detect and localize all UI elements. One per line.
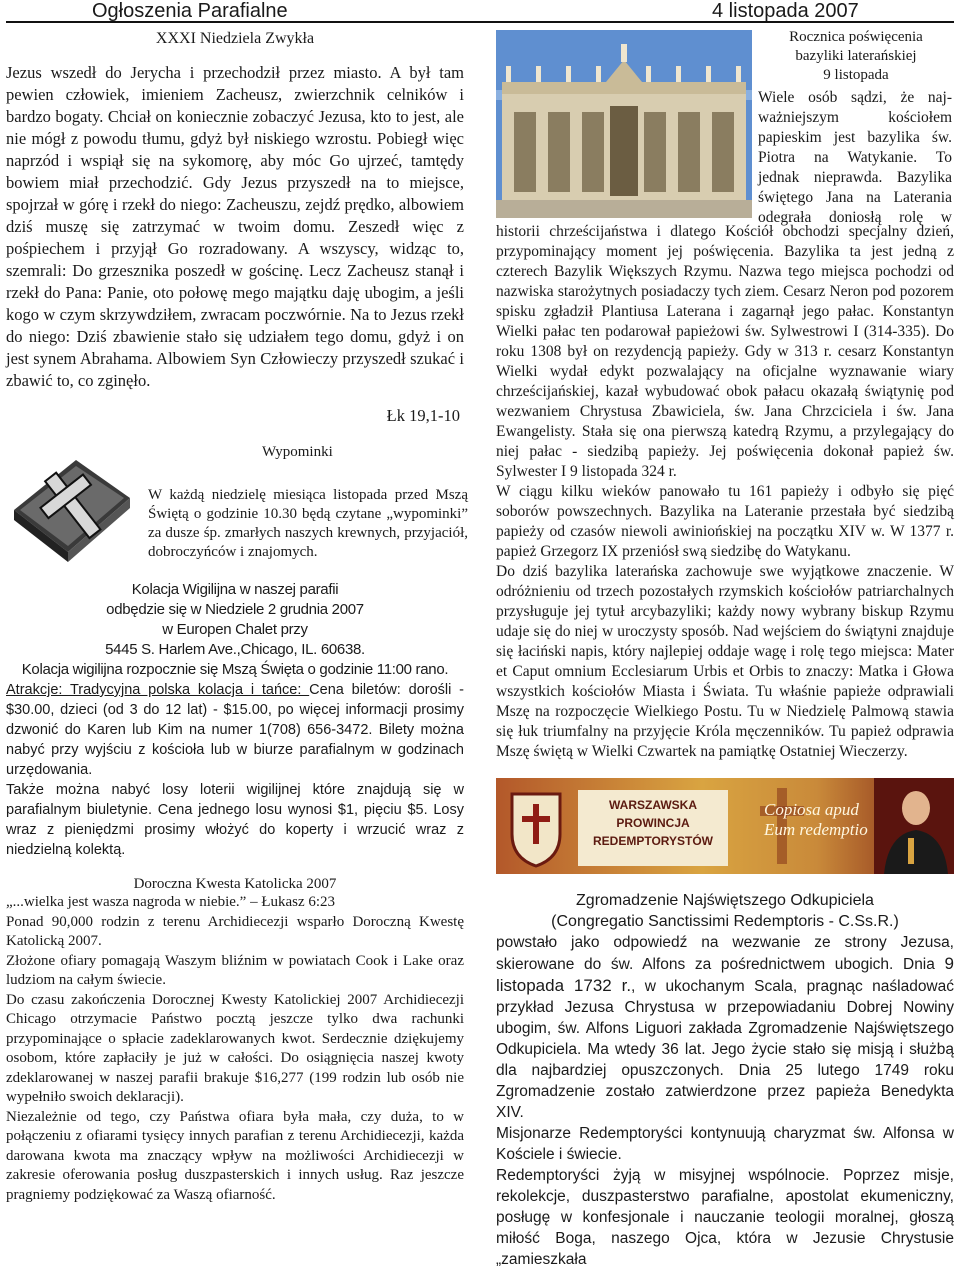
banner-text-box — [578, 790, 728, 866]
gospel-reference: Łk 19,1-10 — [386, 406, 460, 425]
rocznica-paragraph: W ciągu kilku wieków panowało tu 161 papieży i odbyło się pięć soborów powszechnych. Bazylika na Lateranie przestała być siedzibą papieży od czasów niewoli awiniońskiej na początku XIV w. W 1377 r. papież Grzegorz IX przeniósł swą siedzibę do Watykanu. — [496, 483, 954, 560]
side-line: jednak nieprawda. Bazylika — [758, 169, 952, 186]
redemptorist-banner — [496, 778, 954, 874]
bulletin-title: Ogłoszenia Parafialne — [92, 0, 288, 22]
redemptorists-paragraph: Redemptoryści żyją w misyjnej wspólnocie. Poprzez misje, rekolekcje, duszpasterstwo parafialne, apostolat ekumeniczny, posługę w konfesjonale i nauczanie teologii moralnej, głoszą miłość Boga, naszego Ojca, która w Jezusie Chrystusie „zamieszkała — [496, 1167, 954, 1268]
kolacja-line: Kolacja wigilijna rozpocznie się Mszą Święta o godzinie 11:00 rano. — [21, 661, 449, 678]
motto-line: Eum redemptio — [764, 820, 868, 839]
basilica-photo — [496, 30, 752, 218]
kwesta-paragraph: Złożone ofiary pomagają Waszym bliźnim w powiatach Cook i Lake oraz ludziom na całym świecie. — [6, 952, 464, 988]
text-span: , w ukochanym Scala, pragnąc naśladować przykład Jezusa Chrystusa w przepowiadaniu Dobrej Nowiny ubogim, św. Alfons Liguori zakłada Zgromadzenie Najświętszego Odkupiciela. Ma wtedy 36 lat. Jego życie stało się misją i służbą dla najbardziej opuszczonych. Dnia 25 lutego 1749 roku Zgromadzenie zostało zatwierdzone przez papieża Benedykta XIV. — [496, 978, 954, 1121]
side-line: Piotra na Watykanie. To — [758, 149, 952, 166]
kwesta-paragraph: Ponad 90,000 rodzin z terenu Archidiecezji wsparło Doroczną Kwestę Katolicką 2007. — [6, 913, 464, 949]
rocznica-title-line: bazyliki laterańskiej — [795, 48, 917, 64]
rocznica-title — [758, 28, 954, 85]
banner-line: REDEMPTORYSTÓW — [592, 834, 713, 848]
text-span: powstało jako odpowiedź na wezwanie ze strony Jezusa, skierowane do św. Alfons za pośrednictwem ubogich. Dnia — [496, 934, 954, 973]
rocznica-paragraph: Do dziś bazylika laterańska zachowuje swe wyjątkowe znaczenie. W odróżnieniu od trzech pozostałych rzymskich kościołów patriarchalnych przysługuje jej tytuł arcybazyliki; każdy nowy wybrany biskup Rzymu udaje się do niej w uroczysty sposób. Nad wejściem do świątyni znajduje się łaciński napis, który najlepiej oddaje wagę i rolę tego miejsca: Mater et Caput omnium Ecclesiarum Urbis et Orbis to znaczy: Matka i Głowa wszystkich kościołów Miasta i Świata. Tu właśnie papieże odprawiali Mszę na rozpoczęcie Wielkiego Postu. Tu w Niedzielę Palmową stawia się łuk triumfalny na przyjęcie Króla męczenników. Tu papież odprawia Mszę świętą w Wielki Czwartek na pamiątkę Ostatniej Wieczerzy. — [496, 563, 954, 760]
kolacja-lottery: Także można nabyć losy loterii wigilijnej które znajdują się w parafialnym biuletynie. Cena jednego losu wynosi $1, pięciu $5. Losy wraz z pieniędzmi prosimy włożyć do koperty i wrzucić wraz z niedzielną kolektą. — [6, 782, 464, 858]
bible-cross-icon — [6, 440, 136, 570]
rocznica-title-line: Rocznica poświęcenia — [789, 29, 923, 45]
redemptorists-title-line: Zgromadzenie Najświętszego Odkupiciela — [576, 892, 874, 909]
side-line: ważniejszym kościołem — [758, 109, 952, 126]
kolacja-line: w Europen Chalet przy — [162, 621, 308, 638]
kolacja-attractions — [6, 680, 464, 780]
right-column — [496, 28, 954, 1270]
kwesta-quote: „...wielka jest wasza nagroda w niebie.” – Łukasz 6:23 — [6, 894, 336, 910]
attractions-label: Atrakcje: Tradycyjna polska kolacja i tańce: — [6, 682, 310, 698]
banner-line: WARSZAWSKA — [609, 798, 697, 812]
kolacja-heading — [6, 580, 464, 680]
banner-motto — [764, 800, 868, 840]
bulletin-date: 4 listopada 2007 — [712, 0, 859, 22]
gospel-text: Jezus wszedł do Jerycha i przechodził przez miasto. A był tam pewien człowiek, imieniem Zacheusz, zwierzchnik celników i bardzo bogaty. Chciał on koniecznie zobaczyć Jezusa, kto to jest, ale nie mógł z powodu tłumu, gdyż był niskiego wzrostu. Pobiegł więc naprzód i wspiął się na sykomorę, aby móc Go ujrzeć, tamtędy bowiem miał przechodzić. Gdy Jezus przyszedł na to miejsce, spojrzał w górę i rzekł do niego: Zacheuszu, zejdź prędko, albowiem dziś muszę się zatrzymać w twoim domu. Zeszedł więc z pośpiechem i przyjął Go rozradowany. A wszyscy, widząc to, szemrali: Do grzesznika poszedł w gościnę. Lecz Zacheusz stanął i rzekł do Pana: Panie, oto połowę mego majątku daję ubogim, a jeśli kogo w czym skrzywdziłem, zwracam poczwórnie. Na to Jezus rzekł do niego: Dziś zbawienie stało się udziałem tego domu, gdyż i on jest synem Abrahama. Albowiem Syn Człowieczy przyszedł szukać i zbawić to, co zginęło. — [6, 63, 464, 390]
side-line: Wiele osób sądzi, że naj- — [758, 89, 952, 106]
attractions-text: Cena biletów: dorośli - $30.00, dzieci (od 3 do 12 lat) - $15.00, po więcej informacji prosimy dzwonić do Karen lub Kim na numer 1(708) 656-3472. Bilety można nabyć przy wyjściu z kościoła lub w biurze parafialnym w godzinach urzędowania. — [6, 682, 464, 778]
redemptorists-title — [496, 890, 954, 932]
banner-line: PROWINCJA — [616, 816, 690, 830]
kolacja-line: 5445 S. Harlem Ave.,Chicago, IL. 60638. — [105, 641, 365, 658]
kolacja-line: Kolacja Wigilijna w naszej parafii — [131, 581, 339, 598]
kwesta-paragraph: Do czasu zakończenia Dorocznej Kwesty Katolickiej 2007 Archidiecezji Chicago otrzymacie Państwo pocztą jeszcze tylko dwa rachunki przypominające o spłacie zadeklarowanych kwot. Serdecznie dziękujemy osobom, które zapłaciły je już w całości. Do osiągnięcia naszej kwoty zdeklarowanej w naszej parafii brakuje $16,277 (199 rodzin lub osób nie wypełniło swoich deklaracji). — [6, 991, 464, 1105]
rocznica-paragraph: historii chrześcijaństwa i dlatego Kościół obchodzi specjalny dzień, przypominający moment jej poświęcenia. Bazylika ta jest jedną z czterech Bazylik Większych Rzymu. Nazwa tego miejsca pochodzi od nazwiska starożytnych posiadaczy tych ziem. Cesarz Neron pod pozorem spisku zgładził Plantiusa Laterana i zagarnął jego pałac. Konstantyn Wielki pałac ten podarował papieżowi św. Sylwestrowi I (314-335). Do roku 1308 był on rezydencją papieży. Gdy w 313 r. cesarz Konstantyn Wielki wydał edykt pozwalający na oficjalne wyznawanie wiary chrześcijańskiej, kazał wybudować obok pałacu okazałą świątynię pod wezwaniem Chrystusa Zbawiciela, św. Jana Chrzciciela i św. Jana Ewangelisty. Stała się ona pierwszą katedrą Rzymu, a przylegający do niej pałac - siedzibą papieży. Jej poświęcenia dokonał papież św. Sylwester I 9 listopada 324 r. — [496, 223, 954, 480]
founding-date: 9 listopada 1732 r. — [496, 954, 954, 995]
wypominki-text: W każdą niedzielę miesiąca listopada przed Mszą Świętą o godzinie 10.30 będą czytane „wypominki” za dusze śp. zmarłych naszych krewnych, przyjaciół, dobroczyńców i znajomych. — [148, 487, 468, 560]
left-column — [6, 28, 468, 1205]
redemptorists-paragraph: Misjonarze Redemptoryści kontynuują charyzmat św. Alfonsa w Kościele i świecie. — [496, 1125, 954, 1163]
rocznica-title-line: 9 listopada — [823, 67, 889, 83]
kolacja-line: odbędzie się w Niedziele 2 grudnia 2007 — [106, 601, 364, 618]
wypominki-section — [6, 436, 468, 576]
crest-icon — [506, 784, 566, 868]
rocznica-side-text — [758, 88, 952, 228]
side-line: świętego Jana na Laterania — [758, 189, 952, 206]
side-line: papieskim jest bazylika św. — [758, 129, 952, 146]
gospel-title: XXXI Niedziela Zwykła — [155, 30, 315, 47]
motto-line: Copiosa apud — [764, 800, 859, 819]
header-divider — [6, 21, 954, 23]
redemptorists-paragraph — [496, 932, 954, 1123]
saint-portrait — [874, 778, 954, 874]
kwesta-title: Doroczna Kwesta Katolicka 2007 — [133, 876, 337, 892]
redemptorists-title-line: (Congregatio Sanctissimi Redemptoris - C.Ss.R.) — [551, 913, 899, 930]
rocznica-top — [496, 28, 954, 226]
side-line: odegrała doniosłą rolę w — [758, 209, 952, 226]
wypominki-title: Wypominki — [262, 444, 333, 460]
kwesta-paragraph: Niezależnie od tego, czy Państwa ofiara była mała, czy duża, to w połączeniu z ofiarami tysięcy innych parafian z terenu Archidiecezji, każda darowana kwota ma znaczący wpływ na możliwości Archidiecezji w zakresie oferowania posług duszpasterskich i innych usług. Raz jeszcze pragniemy podziękować za Waszą ofiarność. — [6, 1108, 464, 1203]
